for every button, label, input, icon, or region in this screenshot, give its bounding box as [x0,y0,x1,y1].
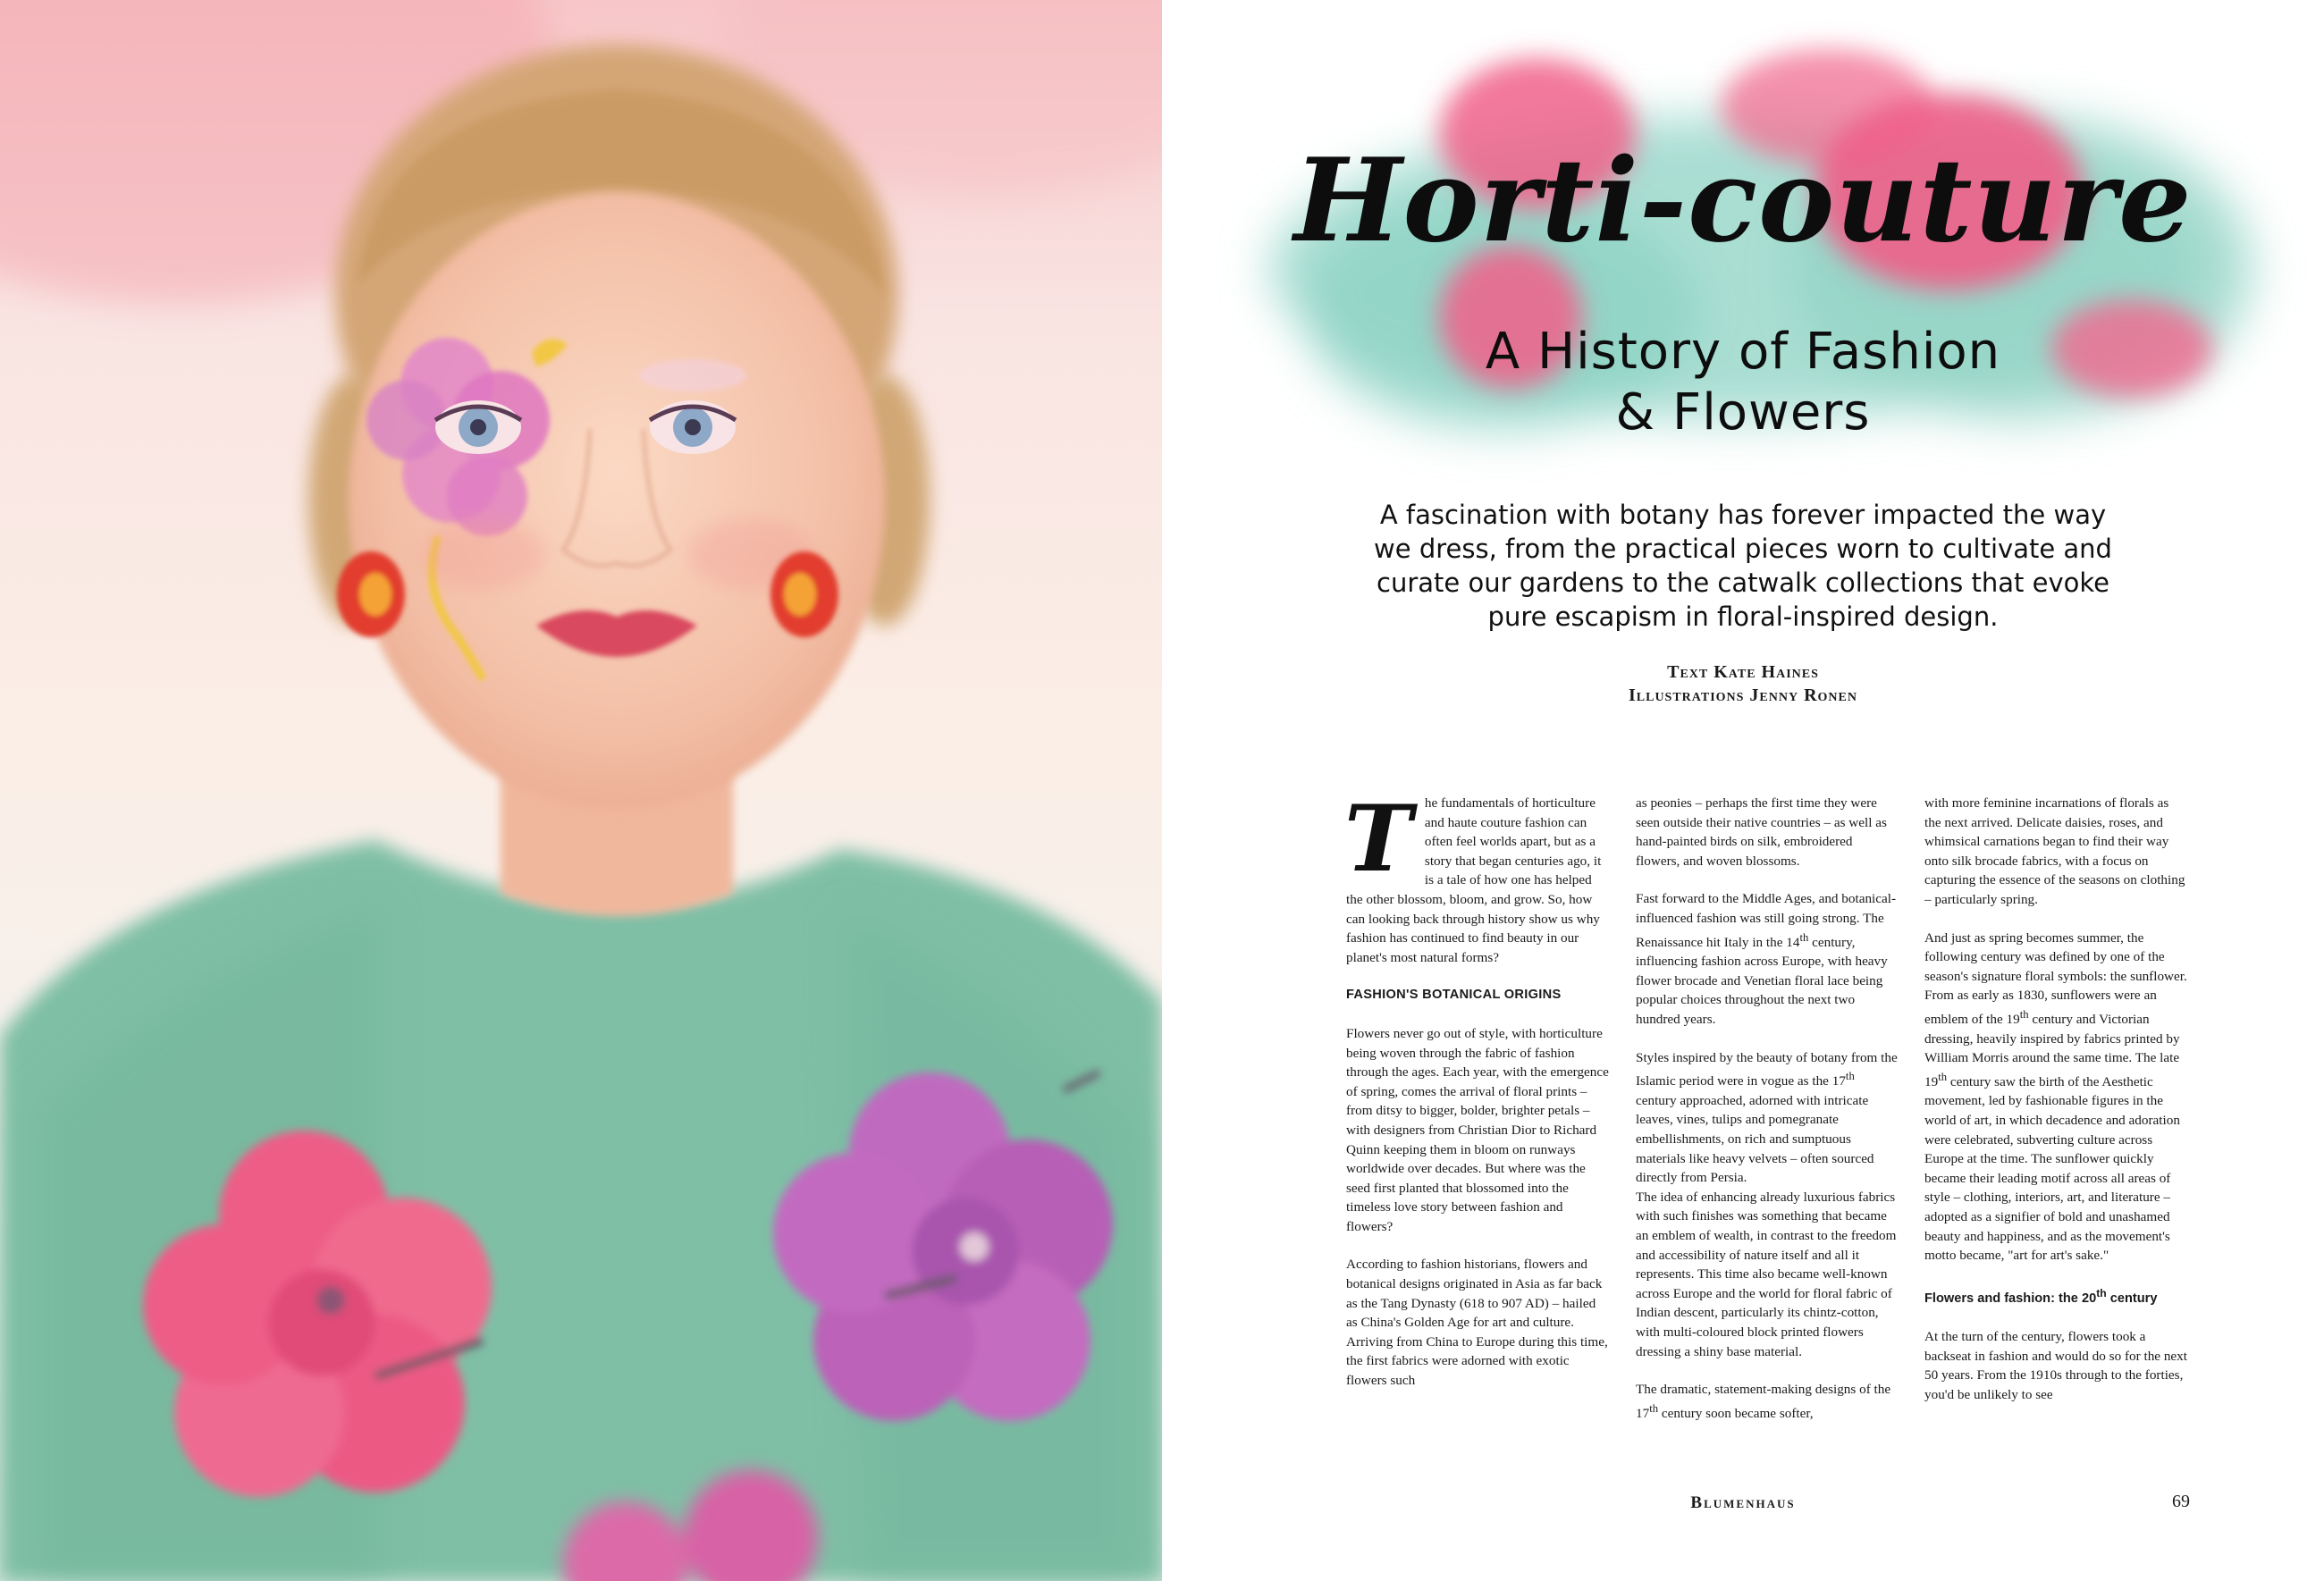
body-column-3 [1924,794,2187,1424]
paragraph: And just as spring becomes summer, the following century was defined by one of the season's signature floral symbols: the sunflower. From as early as 1830, sunflowers were an emblem of the 19th century and Victorian dressing, heavily inspired by fabrics printed by William Morris around the same time. The late 19th century saw the birth of the Aesthetic movement, led by fashionable figures in the world of art, in which decadence and adoration were celebrated, subverting culture across Europe at the time. The sunflower quickly became their leading motif across all areas of style – clothing, interiors, art, and literature – adopted as a signifier of bold and unashamed beauty and happiness, and as the movement's motto became, "art for art's sake." [1924,929,2187,1264]
subtitle-line-1: A History of Fashion [1485,323,2001,381]
section-heading: FASHION'S BOTANICAL ORIGINS [1346,988,1562,1003]
subtitle-line-2: & Flowers [1615,383,1871,442]
paragraph: The idea of enhancing already luxurious fabrics with such finishes was something that became an emblem of wealth, in contrast to the freedom and accessibility of nature itself and all it represents. This time also became well-known across Europe and the world for floral fabric of Indian descent, particularly its chintz-cotton, with multi-coloured block printed flowers dressing a shiny base material. [1636,1189,1897,1359]
paragraph: as peonies – perhaps the first time they were seen outside their native countries – as well as hand-painted birds on silk, embroidered flowers, and woven blossoms. [1636,795,1887,869]
magazine-name-footer: Blumenhaus [1690,1493,1796,1512]
article-page [1162,0,2324,1581]
section-heading: Flowers and fashion: the 20th century [1924,1286,2158,1306]
drop-cap: T [1344,786,1412,893]
paragraph: The dramatic, statement-making designs of the 17th century soon became softer, [1636,1382,1891,1421]
body-column-1 [1344,786,1609,1409]
credit-writer: Text Kate Haines [1667,662,1819,682]
paragraph: At the turn of the century, flowers took a backseat in fashion and would do so for the next 50 years. From the 1910s through to the forties, you'd be unlikely to see [1924,1329,2187,1403]
paragraph: Flowers never go out of style, with horticulture being woven through the fabric of fashion through the ages. Each year, with the emergence of spring, comes the arrival of floral prints – from ditsy to bigger, bolder, brighter petals – with designers from Christian Dior to Richard Quinn keeping them in bloom on runways worldwide over decades. But where was the seed first planted that blossomed into the timeless love story between fashion and flowers? [1346,1025,1609,1234]
paragraph: Styles inspired by the beauty of botany from the Islamic period were in vogue as the 17th century approached, adorned with intricate leaves, vines, tulips and pomegranate embellishments, on rich and sumptuous materials like heavy velvets – often sourced directly from Persia. [1636,1049,1898,1186]
face [349,192,885,809]
paragraph: Fast forward to the Middle Ages, and botanical-influenced fashion was still going strong. The Renaissance hit Italy in the 14th century, influencing fashion across Europe, with heavy flower brocade and Venetian floral lace being popular choices throughout the next two hundred years. [1636,891,1897,1027]
credit-illustrator: Illustrations Jenny Ronen [1628,685,1857,705]
paragraph: According to fashion historians, flowers and botanical designs originated in Asia as far back as the Tang Dynasty (618 to 907 AD) – hailed as China's Golden Age for art and culture. Arriving from China to Europe during this time, the first fabrics were adorned with exotic flowers such [1346,1257,1608,1389]
paragraph: with more feminine incarnations of florals as the next arrived. Delicate daisies, roses, and whimsical carnations began to find their way onto silk brocade fabrics, with a focus on capturing the essence of the seasons on clothing – particularly spring. [1924,795,2185,907]
article-title: Horti-couture [1293,134,2193,268]
page-number: 69 [2172,1492,2190,1511]
paragraph: The fundamentals of horticulture and haute couture fashion can often feel worlds apart, but as a story that began centuries ago, it is a tale of how one has helped the other blossom, bloom, and grow. So, how can looking back through history show us why fashion has continued to find beauty in our planet's most natural forms? [1344,786,1602,965]
article-standfirst: A fascination with botany has forever impacted the way we dress, from the practical pieces worn to cultivate and curate our gardens to the catwalk collections that evoke pure escapism in floral-inspired design. [1374,500,2112,632]
body-column-2 [1636,794,1899,1442]
article-subtitle [1162,322,2324,443]
